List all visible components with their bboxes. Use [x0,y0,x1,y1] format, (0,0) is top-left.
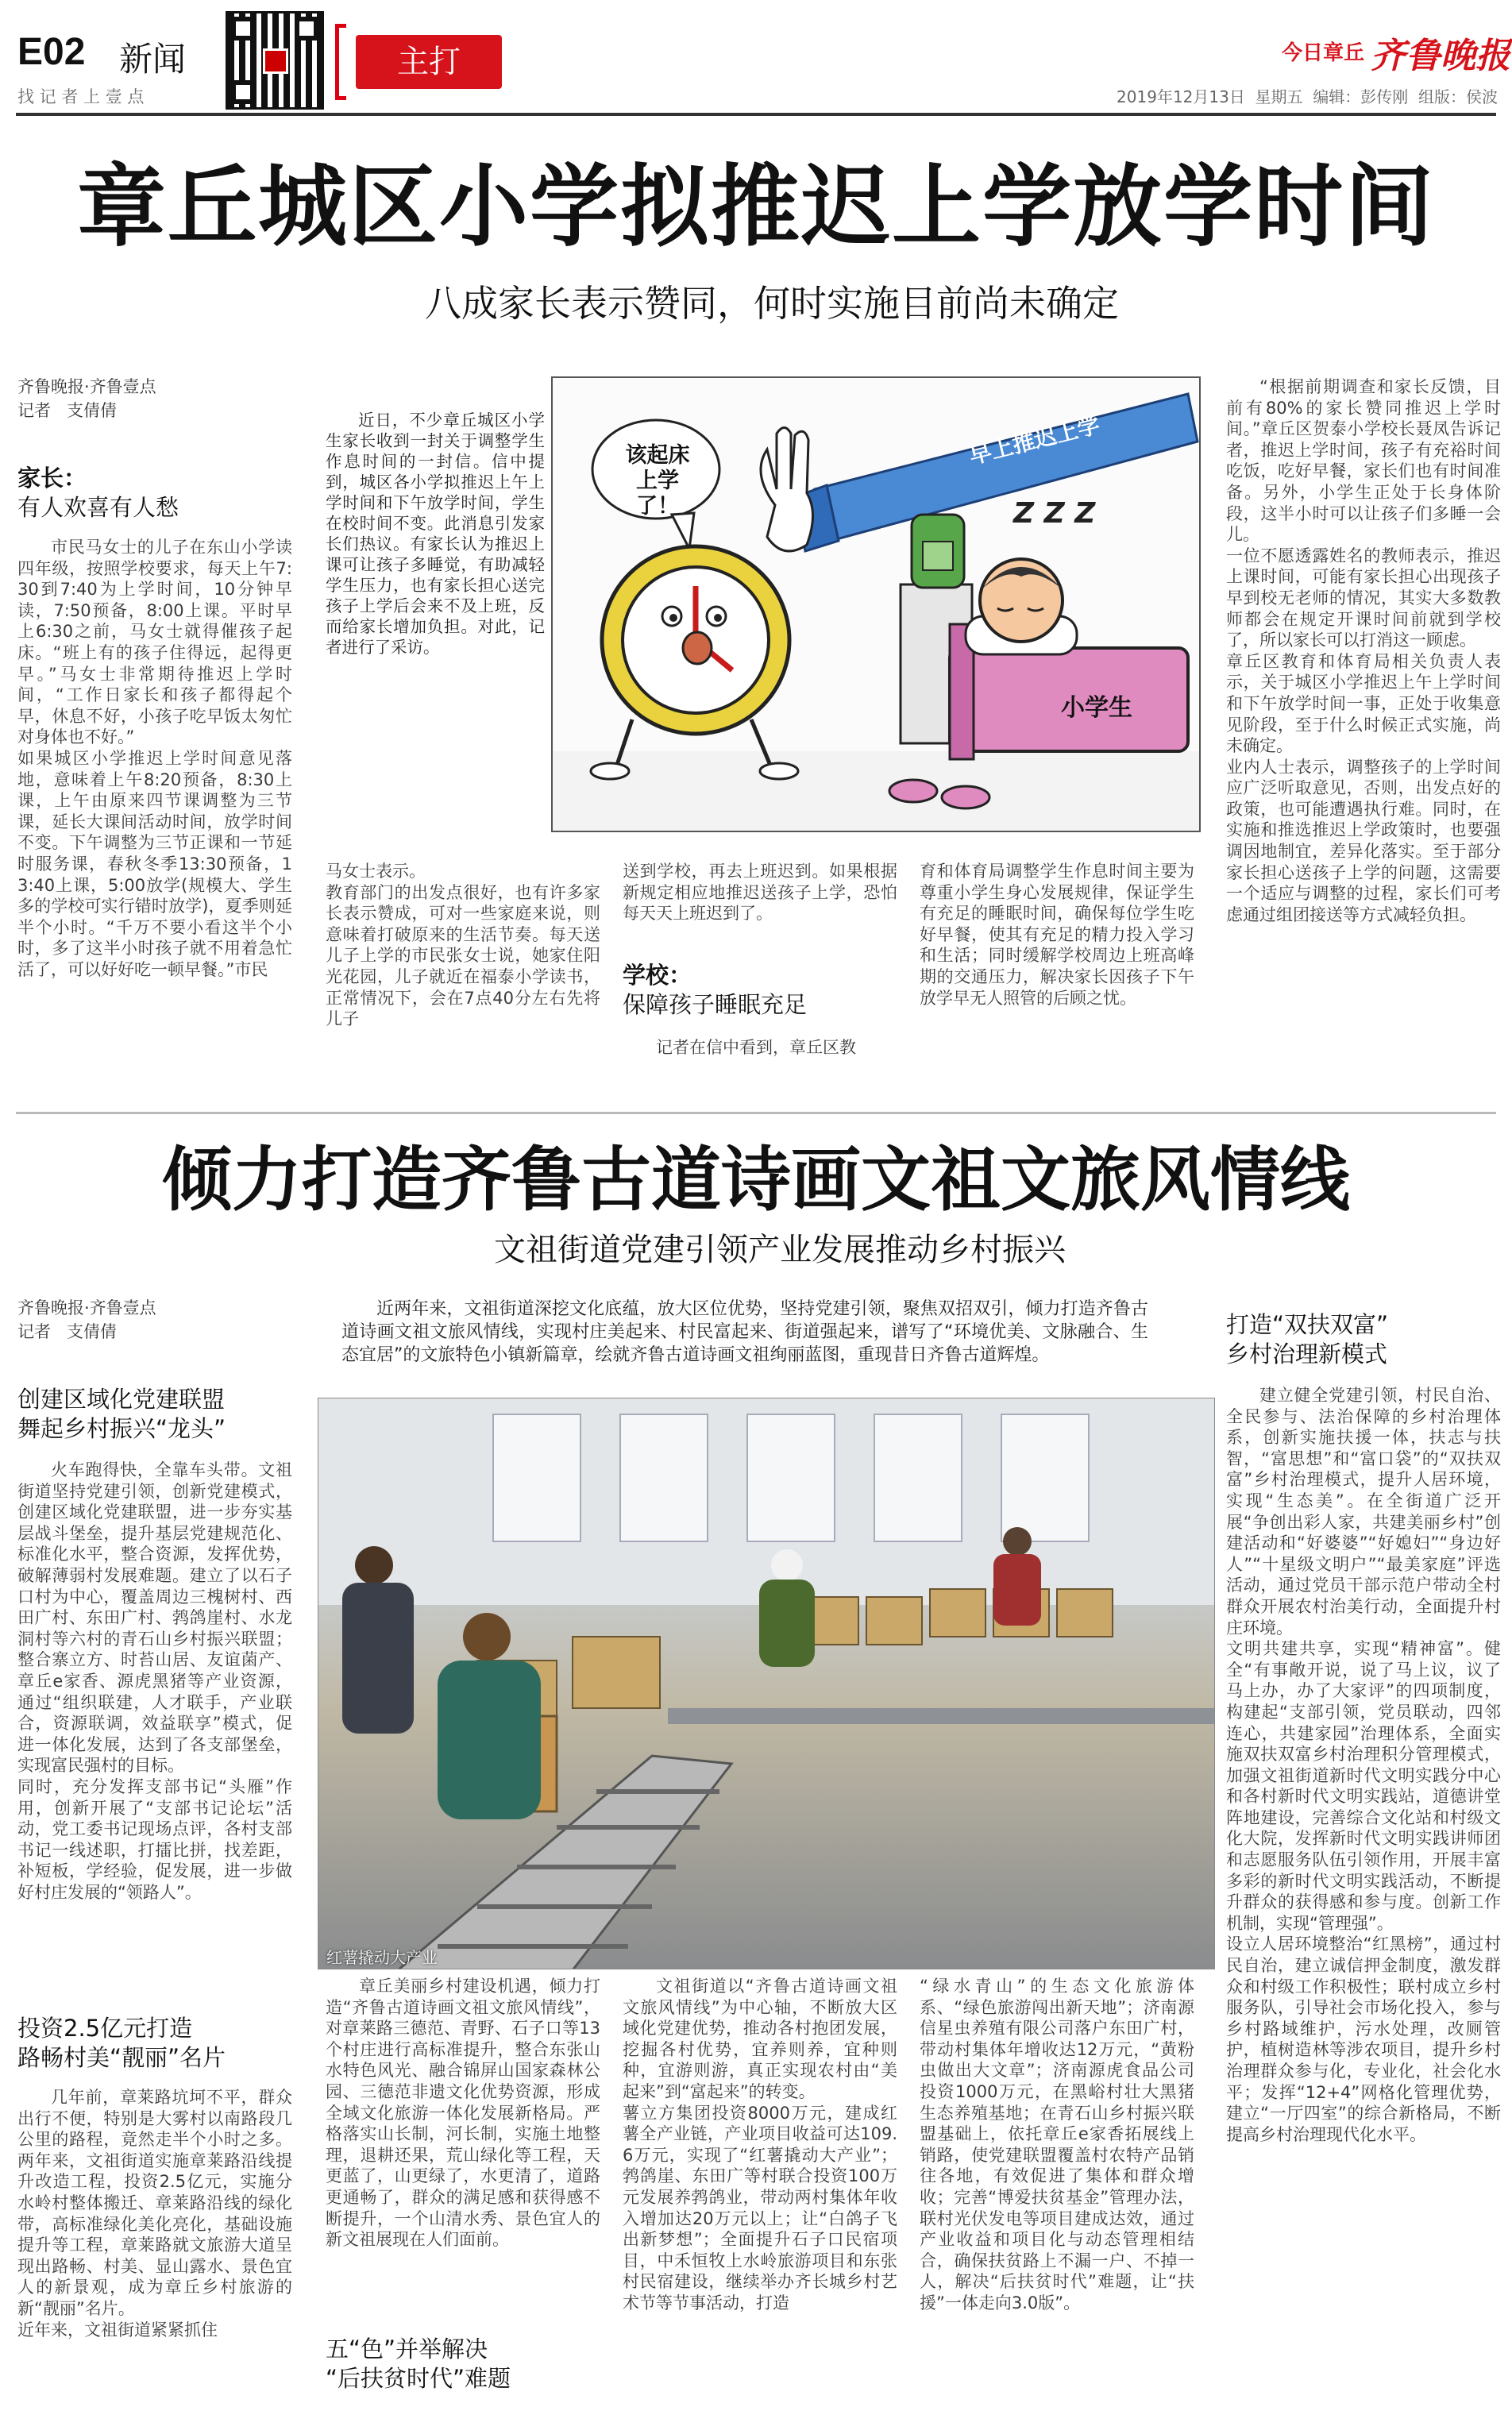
story2-section-investment: 投资2.5亿元打造 路畅村美“靓丽”名片 [17,2015,226,2071]
story2-lead: 近两年来，文祖街道深挖文化底蕴，放大区位优势，坚持党建引领，聚焦双招双引，倾力打造齐鲁古道诗画文祖文旅风情线，实现村庄美起来、村民富起来、街道强起来，谱写了“环境优美、文脉融合、生态宜居”的文旅特色小镇新篇章，绘就齐鲁古道诗画文祖绚丽蓝图，重现昔日齐鲁古道辉煌。 [341,1299,1148,1365]
story2-column-E: “绿水青山”的生态文化旅游体系、“绿色旅游闯出新天地”；济南源信星虫养殖有限公司落户东田广村，带动村集体年增收达12万元，“黄粉虫做出大文章”；济南源虎食品公司投资1000万元，在黑峪村壮大黑猪生态养殖基地；在青石山乡村振兴联盟基础上，依托章丘e家香拓展线上销路，使党建联盟覆盖村农特产品销往各地，有效促进了集体和群众增收；完善“博爱扶贫基金”管理办法，联村光伏发电等项目建成达效，通过产业收益和项目化与动态管理相结合，确保扶贫路上不漏一户、不掉一人，解决“后扶贫时代”难题，让“扶援”一体走向3.0版”。 [920,1977,1194,2312]
cartoon-zzz: Z Z Z [1013,497,1096,530]
story2-subhead: 文祖街道党建引领产业发展推动乡村振兴 [494,1232,1066,1268]
factory-photo [318,1398,1215,1969]
brand-logo: 齐鲁晚报 [1371,36,1510,76]
cartoon-sleeve-label: 早上推迟上学 [966,411,1103,469]
story2-section-five-colors: 五“色”并举解决 “后扶贫时代”难题 [326,2336,511,2392]
story2-byline-reporter: 记者 支倩倩 [17,1322,118,1341]
story2-section-alliance: 创建区域化党建联盟 舞起乡村振兴“龙头” [17,1386,226,1442]
story1-column-2: 马女士表示。 教育部门的出发点很好，也有许多家长表示赞成，可对一些家庭来说，则意味着打破原来的生活节奏。每天送儿子上学的市民张女士说，她家住阳光花园，儿子就近在福泰小学读书，正常情况下，会在7点40分左右先将儿子 [326,862,600,1029]
story2-column-F: 建立健全党建引领，村民自治、全民参与、法治保障的乡村治理体系，创新实施扶援一体，扶志与扶智，“富思想”和“富口袋”的“双扶双富”乡村治理模式，提升人居环境，实现“生态美”。在全街道广泛开展“争创出彩人家，共建美丽乡村”创建活动和“好婆婆”“好媳妇”“身边好人”“十星级文明户”“最美家庭”评选活动，通过党员干部示范户带动全村群众开展农村治美行动，全面提升村庄环境。 文明共建共享，实现“精神富”。健全“有事敞开说，说了马上议，议了马上办，办了大家评”的四项制度，构建起“支部引领，党员联动，四邻连心，共建家园”治理体系，全面实施双扶双富乡村治理积分管理模式，加强文祖街道新时代文明实践分中心和各村新时代文明实践站，道德讲堂阵地建设，完善综合文化站和村级文化大院，发挥新时代文明实践讲师团和志愿服务队伍引领作用，开展丰富多彩的新时代文明实践活动，不断提升群众的获得感和参与度。创新工作机制，实现“管理强”。 设立人居环境整治“红黑榜”，通过村民自治，建立诚信押金制度，激发群众和村级工作积极性；联村成立乡村服务队，引导社会市场化投入，参与乡村路域维护，污水处理，改厕管护，植树造林等涉农项目，提升乡村治理群众参与化，专业化，社会化水平；发挥“12+4”网格化管理优势，建立“一厅四室”的综合新格局，不断提高乡村治理现代化水平。 [1226,1386,1501,2144]
section-subtitle: 有人欢喜有人愁 [17,494,179,521]
story-divider [16,1112,1496,1114]
section-subtitle: 保障孩子睡眠充足 [623,991,808,1018]
masthead-tagline: 找 记 者 上 壹 点 [17,87,145,106]
today-label: 今日章丘 [1282,41,1365,65]
story2-column-A: 火车跑得快，全靠车头带。文祖街道坚持党建引领，创新党建模式，创建区域化党建联盟，进一步夯实基层战斗堡垒，提升基层党建规范化、标准化水平，整合资源，发挥优势，破解薄弱村发展难题。建立了以石子口村为中心，覆盖周边三槐树村、西田广村、东田广村、鹁鸽崖村、水龙洞村等六村的青石山乡村振兴联盟；整合寨立方、时苔山居、友谊菌产、章丘e家香、源虎黑猪等产业资源，通过“组织联建，人才联手，产业联合，资源联调，效益联享”模式，促进一体化发展，达到了各支部堡垒，实现富民强村的目标。 同时，充分发挥支部书记“头雁”作用，创新开展了“支部书记论坛”活动，党工委书记现场点评，各村支部书记一线述职，打擂比拼，找差距，补短板，学经验，促发展，进一步做好村庄发展的“领路人”。 [17,1460,292,1902]
cartoon-bed-label: 小学生 [1061,694,1132,722]
masthead-rule [16,113,1496,116]
masthead [0,0,1512,119]
story1-headline: 章丘城区小学拟推迟上学放学时间 [77,156,1435,259]
story2-photo [318,1398,1215,1969]
page-number: E02 [17,31,86,73]
story1-section-parents [17,464,179,523]
story2-column-C: 章丘美丽乡村建设机遇，倾力打造“齐鲁古道诗画文祖文旅风情线”，对章莱路三德范、青野、石子口等13个村庄进行高标准提升，整合东张山水特色风光、融合锦屏山国家森林公园、三德范非遗文化优势资源，形成全域文化旅游一体化发展新格局。严格落实山长制，河长制，实施土地整理，退耕还果，荒山绿化等工程，天更蓝了，山更绿了，水更清了，道路更通畅了，群众的满足感和获得感不断提升，一个山清水秀、景色宜人的新文祖展现在人们面前。 [326,1977,600,2250]
story1-column-3b: 记者在信中看到，章丘区教 [656,1038,856,1057]
qr-code[interactable] [226,11,324,110]
story1-section-school [623,961,807,1020]
cartoon-speech: 该起床上学了！ [625,443,690,519]
story1-subhead: 八成家长表示赞同，何时实施目前尚未确定 [425,282,1119,325]
story1-intro: 近日，不少章丘城区小学生家长收到一封关于调整学生作息时间的一封信。信中提到，城区各小学拟推迟上午上学时间和下午放学时间，学生在校时间不变。此消息引发家长们热议。有家长认为推迟上课可让孩子多睡觉，有助减轻学生压力，也有家长担心送完孩子上学后会来不及上班，反而给家长增加负担。对此，记者进行了采访。 [326,411,545,657]
story1-column-3: 送到学校，再去上班迟到。如果根据新规定相应地推迟送孩子上学，恐怕每天天上班迟到了。 [623,862,897,924]
section-name: 新闻 [119,40,187,79]
story2-column-B: 几年前，章莱路坑坷不平，群众出行不便，特别是大雾村以南路段几公里的路程，竟然走半个小时之多。两年来，文祖街道实施章莱路沿线提升改造工程，投资2.5亿元，实施分水岭村整体搬迁、章莱路沿线的绿化带，高标准绿化美化亮化，基础设施提升等工程，章莱路就文旅游大道呈现出路畅、村美、显山露水、景色宜人的新景观，成为章丘乡村旅游的新“靓丽”名片。 近年来，文祖街道紧紧抓住 [17,2088,292,2339]
story1-column-1: 市民马女士的儿子在东山小学读四年级，按照学校要求，每天上午7:30到7:40为上学时间，10分钟早读，7:50预备，8:00上课。平时早上6:30之前，马女士就得催孩子起床。“班上有的孩子住得远，起得更早。”马女士非常期待推迟上学时间，“工作日家长和孩子都得起个早，休息不好，小孩子吃早饭太匆忙对身体也不好。” 如果城区小学推迟上学时间意见落地，意味着上午8:20预备，8:30上课，上午由原来四节课调整为三节课，延长大课间活动时间，放学时间不变。下午调整为三节正课和一节延时服务课，春秋冬季13:30预备，13:40上课，5:00放学(规模大、学生多的学校可实行错时放学)，夏季则延半个小时。“千万不要小看这半个小时，多了这半小时孩子就不用着急忙活了，可以好好吃一顿早餐。”市民 [17,538,292,979]
section-title: 学校： [623,962,692,989]
story1-byline-reporter: 记者 支倩倩 [17,401,118,420]
topic-badge: 主打 [356,35,502,89]
story2-section-governance: 打造“双扶双富” 乡村治理新模式 [1226,1311,1389,1367]
red-bracket [335,24,346,100]
story1-column-4: 育和体育局调整学生作息时间主要为尊重小学生身心发展规律，保证学生有充足的睡眠时间，确保每位学生吃好早餐，使其有充足的精力投入学习和生活；同时缓解学校周边上班高峰期的交通压力，解决家长因孩子下午放学早无人照管的后顾之忧。 [920,862,1194,1008]
story2-headline: 倾力打造齐鲁古道诗画文祖文旅风情线 [161,1139,1350,1221]
story1-column-5: “根据前期调查和家长反馈，目前有80%的家长赞同推迟上学时间。”章丘区贺泰小学校长聂凤告诉记者，推迟上学时间，孩子有充裕时间吃饭，吃好早餐，家长们也有时间准备。另外，小学生正处于长身体阶段，这半小时可以让孩子们多睡一会儿。 一位不愿透露姓名的教师表示，推迟上课时间，可能有家长担心出现孩子早到校无老师的情况，其实大多数教师都会在规定开课时间前就到学校了，所以家长可以打消这一顾虑。 章丘区教育和体育局相关负责人表示，关于城区小学推迟上午上学时间和下午放学时间一事，正处于收集意见阶段，至于什么时候正式实施，尚未确定。 业内人士表示，调整孩子的上学时间应广泛听取意见，否则，出发点好的政策，也可能遭遇执行难。同时，在实施和推选推迟上学政策时，也要强调因地制宜，差异化落实。至于部分家长担心送孩子上学的问题，这需要一个适应与调整的过程，家长们可考虑通过组团接送等方式减轻负担。 [1226,377,1501,924]
story1-byline-source: 齐鲁晚报·齐鲁壹点 [17,377,156,396]
dateline: 2019年12月13日 星期五 编辑：彭传刚 组版：侯波 [1117,87,1498,106]
story1-cartoon [551,376,1201,832]
section-title: 家长： [17,465,87,492]
photo-caption: 红薯撬动大产业 [326,1948,438,1967]
story2-byline-source: 齐鲁晚报·齐鲁壹点 [17,1298,156,1317]
story2-column-D: 文祖街道以“齐鲁古道诗画文祖文旅风情线”为中心轴，不断放大区域化党建优势，推动各村抱团发展，挖掘各村优势，宜养则养，宜种则种，宜游则游，真正实现农村由“美起来”到“富起来”的转变。 薯立方集团投资8000万元，建成红薯全产业链，产业项目收益可达109.6万元，实现了“红薯撬动大产业”；鹁鸽崖、东田广等村联合投资100万元发展养鹁鸽业，带动两村集体年收入增加达20万元以上；让“白鸽子飞出新梦想”；全面提升石子口民宿项目，中禾恒牧上水岭旅游项目和东张村民宿建设，继续举办齐长城乡村艺术节等节事活动，打造 [623,1977,897,2312]
